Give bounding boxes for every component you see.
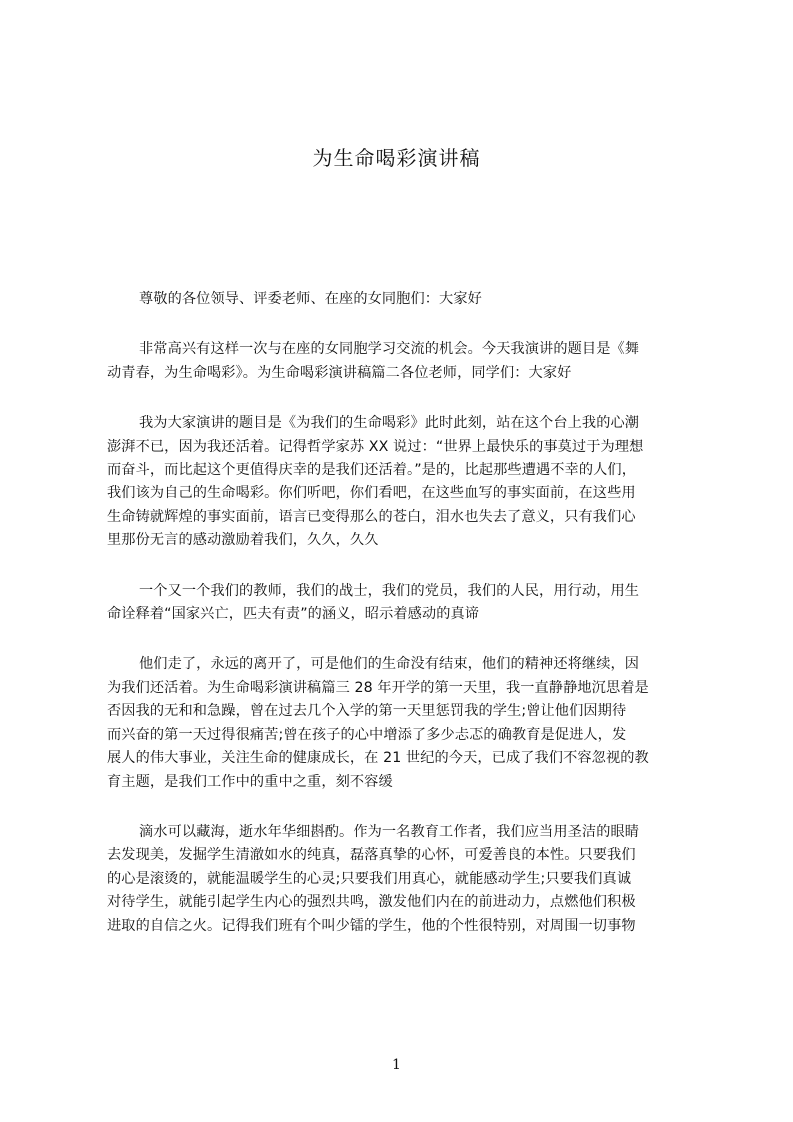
document-body (107, 288, 697, 965)
paragraph-legacy: 他们走了，永远的离开了，可是他们的生命没有结束，他们的精神还将继续，因 为我们还活着。为生命喝彩演讲稿篇三 28 年开学的第一天里，我一直静静地沉思着是 否因我的无和和急躁，曾在过去几个入学的第一天里惩罚我的学生;曾让他们因期待 而兴奋的第一天过得很痛苦;曾在孩子的心中增添了多少忐忑的确教育是促进人，发 展人的伟大事业，关注生命的健康成长，在 21 世纪的今天，已成了我们不容忽视的教 育主题，是我们工作中的重中之重，刻不容缓 (107, 656, 649, 790)
paragraph-teaching: 滴水可以藏海，逝水年华细斟酌。作为一名教育工作者，我们应当用圣洁的眼睛 去发现美，发掘学生清澈如水的纯真，磊落真挚的心怀，可爱善良的本性。只要我们 的心是滚烫的，就能温暖学生的心灵;只要我们用真心，就能感动学生;只要我们真诚 对待学生，就能引起学生内心的强烈共鸣，激发他们内在的前进动力，点燃他们积极 进取的自信之火。记得我们班有个叫少镭的学生，他的个性很特别，对周围一切事物 (107, 823, 640, 934)
paragraph-intro: 非常高兴有这样一次与在座的女同胞学习交流的机会。今天我演讲的题目是《舞 动青春，为生命喝彩》。为生命喝彩演讲稿篇二各位老师，同学们：大家好 (107, 341, 640, 381)
paragraph-life-cheer: 我为大家演讲的题目是《为我们的生命喝彩》此时此刻，站在这个台上我的心潮 澎湃不已，因为我还活着。记得哲学家苏 XX 说过：“世界上最快乐的事莫过于为理想 而奋斗，而比起这个更值得庆幸的是我们还活着。”是的，比起那些遭遇不幸的人们， 我们该为自己的生命喝彩。你们听吧，你们看吧，在这些血写的事实面前，在这些用 生命铸就辉煌的事实面前，语言已变得那么的苍白，泪水也失去了意义，只有我们心 里那份无言的感动激励着我们，久久，久久 (107, 415, 644, 549)
page-number: 1 (392, 1057, 401, 1073)
paragraph-greeting: 尊敬的各位领导、评委老师、在座的女同胞们：大家好 (139, 291, 482, 307)
document-title: 为生命喝彩演讲稿 (312, 146, 481, 170)
paragraph-duty: 一个又一个我们的教师，我们的战士，我们的党员，我们的人民，用行动，用生 命诠释着“国家兴亡，匹夫有责”的涵义，昭示着感动的真谛 (107, 582, 640, 623)
